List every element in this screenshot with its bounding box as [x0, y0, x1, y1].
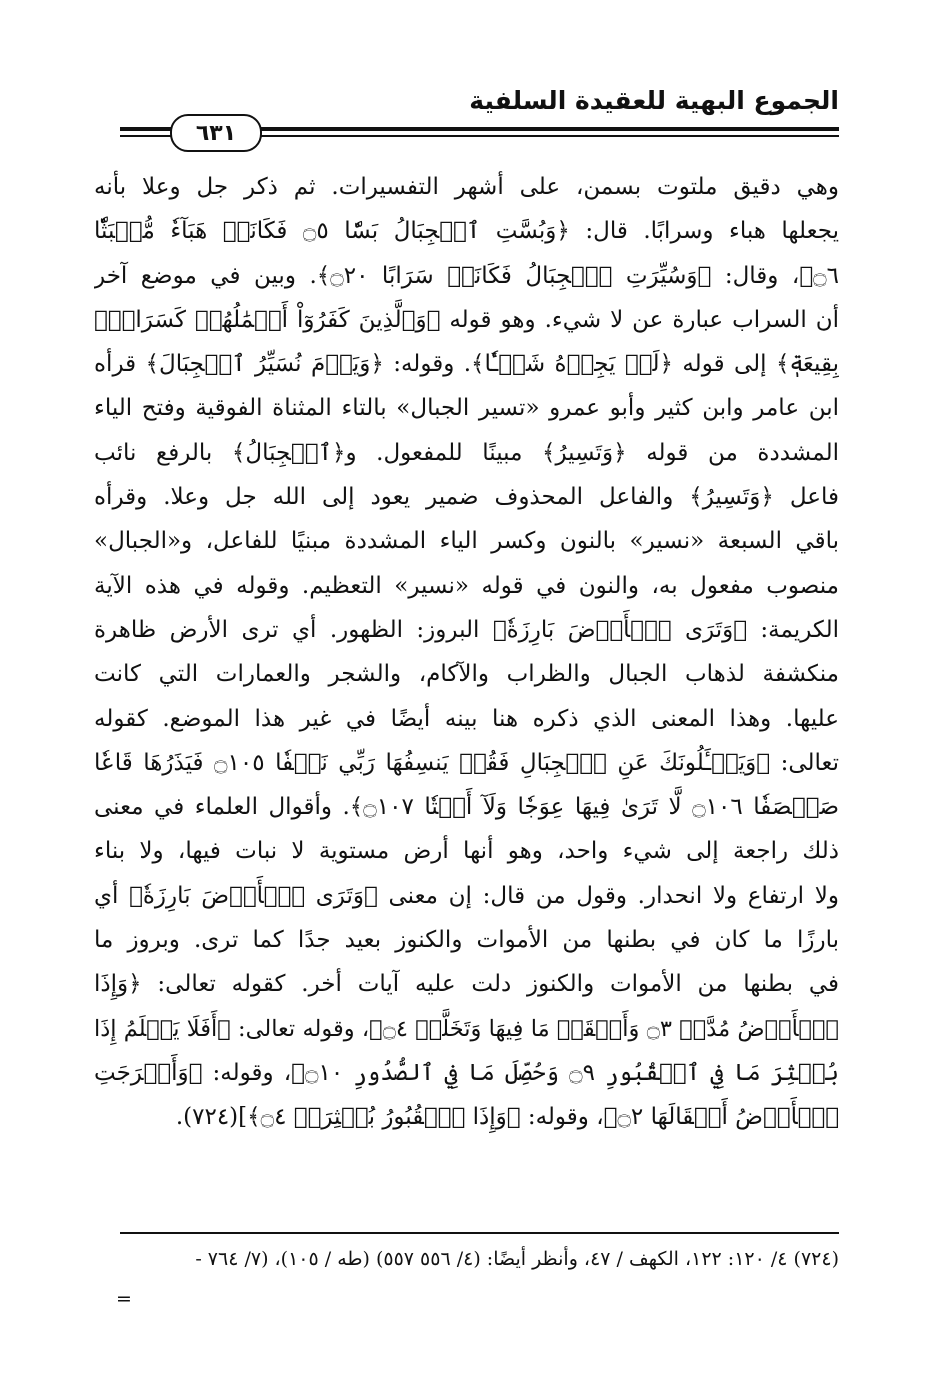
footnote-continuation-mark: =	[116, 1288, 132, 1310]
body-line: يجعلها هباء وسرابًا. قال: ﴿وَبُسَّتِ ٱلۡجِبَالُ بَسّٗا ۝٥ فَكَانَتۡ هَبَآءٗ مُّنۢبَثّٗا	[94, 218, 839, 245]
body-line: ۝٦﴾، وقال: ﴿وَسُيِّرَتِ ٱلۡجِبَالُ فَكَانَتۡ سَرَابًا ۝٢٠﴾. وبين في موضع آخر	[94, 262, 839, 289]
body-line: أن السراب عبارة عن لا شيء. وهو قوله ﴿وَٱلَّذِينَ كَفَرُوٓاْ أَعۡمَٰلُهُمۡ كَسَرَابِۭ	[94, 306, 839, 333]
body-line: صَفۡصَفٗا ۝١٠٦ لَّا تَرَىٰ فِيهَا عِوَجٗا وَلَآ أَمۡتٗا ۝١٠٧﴾. وأقوال العلماء في معنى	[94, 794, 839, 821]
body-line: ذلك راجعة إلى شيء واحد، وهو أنها أرض مستوية لا نبات فيها، ولا بناء	[94, 838, 839, 865]
body-line: ٱلۡأَرۡضُ أَثۡقَالَهَا ۝٢﴾، وقوله: ﴿وَإِذَا ٱلۡقُبُورُ بُعۡثِرَتۡ ۝٤﴾](٧٢٤).	[175, 1104, 839, 1131]
footnote: (٧٢٤) ٤/ ١٢٠: ١٢٢، الكهف / ٤٧، وأنظر أيضًا: (٤/ ٥٥٦ ٥٥٧) (طه / ١٠٥)، (٧/ ٧٦٤ -	[195, 1248, 839, 1270]
body-line: تعالى: ﴿وَيَسۡـَٔلُونَكَ عَنِ ٱلۡجِبَالِ فَقُلۡ يَنسِفُهَا رَبِّي نَسۡفٗا ۝١٠٥ فَيَذَرُهَا قَاعٗا	[94, 749, 839, 776]
body-line: عليها. وهذا المعنى الذي ذكره هنا بينه أيضًا في غير هذا الموضع. كقوله	[94, 705, 839, 732]
body-line: المشددة من قوله ﴿وَتَسِيرُ﴾ مبينًا للمفعول. و﴿ٱلۡجِبَالُ﴾ بالرفع نائب	[94, 439, 839, 466]
body-line: منصوب مفعول به، والنون في قوله «نسير» التعظيم. وقوله في هذه الآية	[94, 572, 839, 599]
body-text	[94, 165, 839, 1140]
body-line: ٱلۡأَرۡضُ مُدَّتۡ ۝٣ وَأَلۡقَتۡ مَا فِيهَا وَتَخَلَّتۡ ۝٤﴾، وقوله تعالى: ﴿أَفَلَا يَعۡلَمُ إِذَا	[94, 1015, 839, 1042]
body-line: بارزًا ما كان في بطنها من الأموات والكنوز بعيد جدًا كما ترى. وبروز ما	[94, 927, 839, 954]
body-line: فاعل ﴿وَتَسِيرُ﴾ والفاعل المحذوف ضمير يعود إلى الله جل وعلا. وقرأه	[94, 484, 839, 511]
page-number-badge: ٦٣١	[170, 114, 262, 152]
body-line: باقي السبعة «نسير» بالنون وكسر الياء المشددة مبنيًا للفاعل، و«الجبال»	[94, 528, 839, 555]
running-title: الجموع البهية للعقيدة السلفية	[469, 86, 839, 115]
body-line: ابن عامر وابن كثير وأبو عمرو «تسير الجبال» بالتاء المثناة الفوقية وفتح الياء	[94, 395, 839, 422]
body-line: ولا ارتفاع ولا انحدار. وقول من قال: إن معنى ﴿وَتَرَى ٱلۡأَرۡضَ بَارِزَةٗ﴾ أي	[94, 882, 839, 909]
body-line: وهي دقيق ملتوت بسمن، على أشهر التفسيرات. ثم ذكر جل وعلا بأنه	[94, 174, 839, 200]
body-line: في بطنها من الأموات والكنوز دلت عليه آيات أخر. كقوله تعالى: ﴿وَإِذَا	[94, 971, 839, 998]
footnote-rule	[120, 1232, 839, 1234]
body-line: بِقِيعَةٖ﴾ إلى قوله ﴿لَمۡ يَجِدۡهُ شَيۡـٔٗا﴾. وقوله: ﴿وَيَوۡمَ نُسَيِّرُ ٱلۡجِبَالَ﴾ قرأه	[94, 351, 839, 378]
body-line: منكشفة لذهاب الجبال والظراب والآكام، والشجر والعمارات التي كانت	[94, 661, 839, 688]
body-line: الكريمة: ﴿وَتَرَى ٱلۡأَرۡضَ بَارِزَةٗ﴾ البروز: الظهور. أي ترى الأرض ظاهرة	[94, 616, 839, 643]
body-line: بُعۡثِرَ مَا فِي ٱلۡقُبُورِ ۝٩ وَحُصِّلَ مَا فِي ٱلصُّدُورِ ۝١٠﴾، وقوله: ﴿وَأَخۡرَجَتِ	[94, 1059, 839, 1086]
